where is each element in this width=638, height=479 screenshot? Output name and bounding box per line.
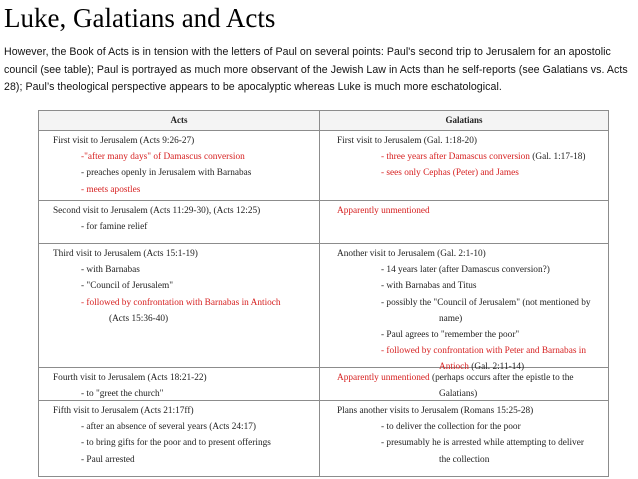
cell-text: - "Council of Jerusalem" [81, 281, 174, 292]
cell-text: - after an absence of several years (Acts 24:17) [81, 422, 257, 433]
table-cell-line-acts [81, 298, 281, 309]
table-cell-line-galatians [381, 330, 519, 341]
cell-text: - preaches openly in Jerusalem with Barnabas [81, 168, 252, 179]
cell-text: - with Barnabas and Titus [381, 281, 477, 292]
slide-title: Luke, Galatians and Acts [4, 3, 276, 33]
cell-text: - to deliver the collection for the poor [381, 422, 521, 433]
cell-text: name) [439, 313, 463, 324]
table-cell-line-galatians [439, 389, 477, 400]
table-cell-line-galatians [337, 373, 573, 384]
table-cell-line-acts [109, 314, 168, 325]
table-cell-line-acts [81, 389, 163, 400]
cell-text: - three years after Damascus conversion [381, 152, 530, 163]
cell-text: -"after many days" of Damascus conversion [81, 152, 245, 163]
table-cell-line-galatians [337, 249, 486, 260]
cell-citation: (Gal. 2:11-14) [468, 362, 525, 373]
cell-citation: (perhaps occurs after the epistle to the [429, 373, 574, 383]
row-divider [39, 200, 608, 201]
column-divider [319, 111, 320, 476]
table-cell-line-acts [53, 249, 198, 260]
cell-text: - presumably he is arrested while attempting to deliver [381, 438, 584, 449]
cell-text: - for famine relief [81, 222, 148, 233]
table-cell-line-galatians [439, 455, 489, 466]
cell-text: - meets apostles [81, 184, 141, 195]
cell-text: - sees only Cephas (Peter) and James [381, 168, 519, 179]
cell-text: Apparently unmentioned [337, 206, 430, 216]
table-cell-line-acts [53, 206, 260, 217]
cell-citation: (Gal. 1:17-18) [529, 152, 586, 163]
cell-text: - Paul arrested [81, 454, 135, 465]
table-cell-line-galatians [337, 406, 533, 417]
table-cell-line-acts [53, 373, 207, 384]
table-cell-line-galatians [337, 136, 477, 147]
cell-text: - followed by confrontation with Barnabas in Antioch [81, 297, 281, 308]
table-cell-line-galatians [381, 438, 584, 449]
table-cell-line-galatians [381, 265, 550, 276]
cell-text: - to bring gifts for the poor and to present offerings [81, 438, 271, 449]
table-cell-line-acts [81, 185, 140, 196]
table-cell-line-acts [53, 406, 194, 417]
cell-text: Third visit to Jerusalem (Acts 15:1-19) [53, 249, 198, 259]
cell-text: First visit to Jerusalem (Gal. 1:18-20) [337, 136, 477, 146]
cell-text: Plans another visits to Jerusalem (Romans 15:25-28) [337, 406, 534, 416]
row-divider [39, 243, 608, 244]
table-cell-line-acts [81, 168, 251, 179]
table-cell-line-galatians [337, 206, 430, 217]
cell-text: First visit to Jerusalem (Acts 9:26-27) [53, 136, 195, 146]
table-cell-line-galatians [439, 362, 524, 373]
table-cell-line-galatians [381, 422, 521, 433]
comparison-table [38, 110, 609, 477]
table-cell-line-galatians [381, 168, 519, 179]
column-header-acts: Acts [39, 111, 319, 130]
cell-text: Galatians) [439, 389, 478, 400]
table-cell-line-acts [81, 422, 256, 433]
table-cell-line-galatians [381, 152, 585, 163]
intro-paragraph: However, the Book of Acts is in tension with the letters of Paul on several points: Paul's second trip to Jerusalem for an apostolic council (see table); Paul is portrayed as much more observant of the Jewish Law in Acts than he self-reports (see Galatians vs. Acts 28); Paul’s theological perspective appears to be apocalyptic whereas Luke is much more eschatological. [4, 46, 628, 93]
column-header-galatians: Galatians [320, 111, 608, 130]
table-cell-line-galatians [381, 281, 477, 292]
table-cell-line-acts [81, 455, 135, 466]
table-cell-line-galatians [439, 314, 462, 325]
table-cell-line-acts [81, 281, 173, 292]
cell-text: - to "greet the church" [81, 389, 164, 400]
cell-text: Fourth visit to Jerusalem (Acts 18:21-22) [53, 373, 207, 383]
cell-text: - with Barnabas [81, 265, 140, 276]
cell-text: the collection [439, 454, 490, 465]
cell-text: Apparently unmentioned [337, 373, 430, 383]
cell-text: Another visit to Jerusalem (Gal. 2:1-10) [337, 249, 486, 259]
table-cell-line-acts [81, 265, 140, 276]
cell-text: Antioch [439, 362, 469, 373]
table-cell-line-acts [53, 136, 194, 147]
cell-text: Second visit to Jerusalem (Acts 11:29-30), (Acts 12:25) [53, 206, 261, 216]
cell-text: - possibly the "Council of Jerusalem" (not mentioned by [381, 297, 591, 308]
table-cell-line-acts [81, 222, 147, 233]
table-cell-line-acts [81, 438, 271, 449]
cell-text: - followed by confrontation with Peter and Barnabas in [381, 346, 586, 357]
cell-text: (Acts 15:36-40) [109, 313, 169, 324]
header-divider [39, 130, 608, 131]
cell-text: - Paul agrees to "remember the poor" [381, 330, 520, 340]
cell-text: - 14 years later (after Damascus conversion?) [381, 265, 550, 276]
table-cell-line-galatians [381, 346, 586, 357]
cell-text: Fifth visit to Jerusalem (Acts 21:17ff) [53, 406, 194, 416]
table-cell-line-acts [81, 152, 245, 163]
table-cell-line-galatians [381, 298, 591, 309]
